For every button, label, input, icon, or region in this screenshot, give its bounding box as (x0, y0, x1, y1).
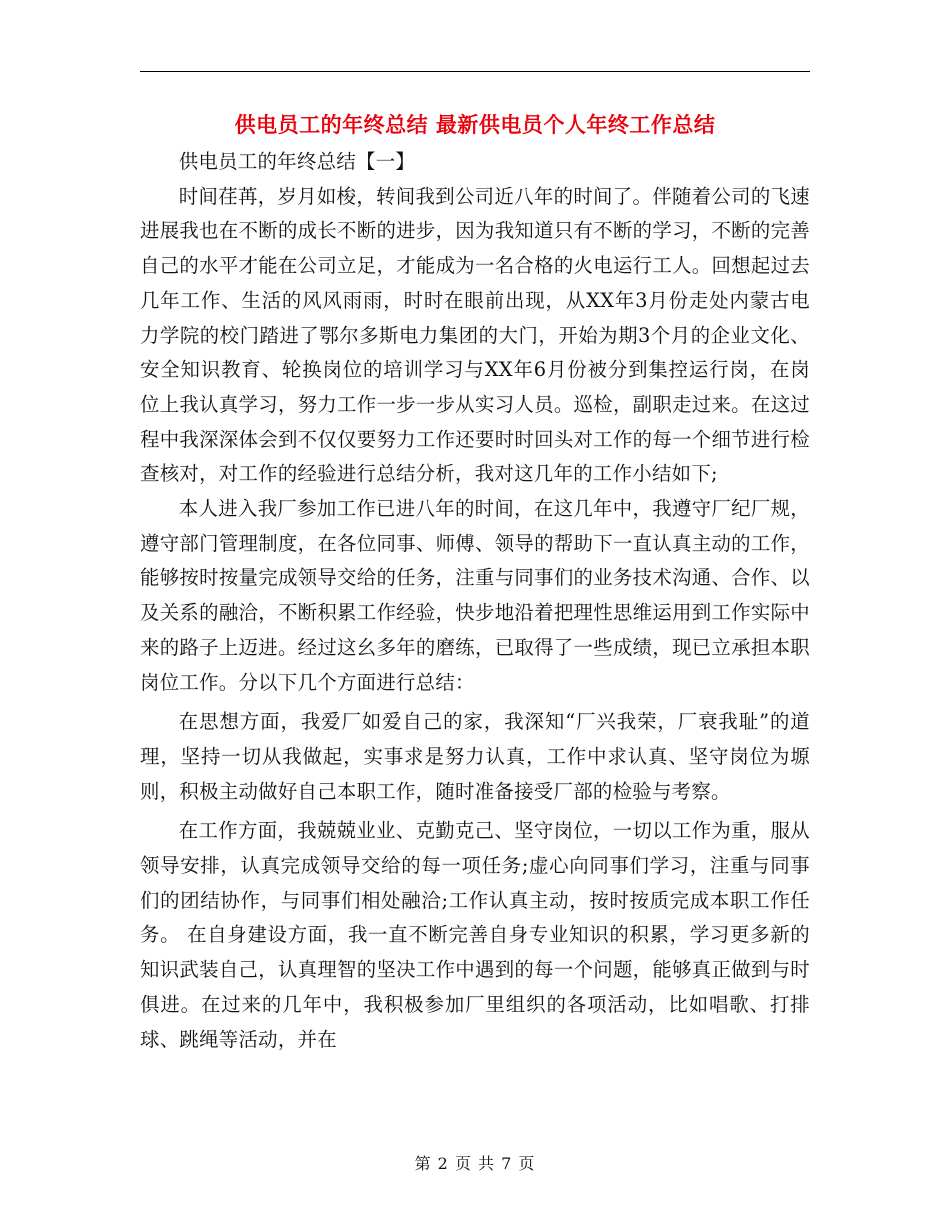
header-rule (140, 71, 810, 72)
paragraph-thought: 在思想方面，我爱厂如爱自己的家，我深知“厂兴我荣，厂衰我耻”的道理，坚持一切从我做起，实事求是努力认真，工作中求认真、坚守岗位为塬则，积极主动做好自己本职工作，随时准备接受厂部的检验与考察。 (140, 710, 810, 803)
paragraph-intro: 时间荏苒，岁月如梭，转间我到公司近八年的时间了。伴随着公司的飞速进展我也在不断的成长不断的进步，因为我知道只有不断的学习，不断的完善自己的水平才能在公司立足，才能成为一名合格的火电运行工人。回想起过去几年工作、生活的风风雨雨，时时在眼前出现，从XX年3月份走处内蒙古电力学院的校门踏进了鄂尔多斯电力集团的大门，开始为期3个月的企业文化、安全知识教育、轮换岗位的培训学习与XX年6月份被分到集控运行岗，在岗位上我认真学习，努力工作一步一步从实习人员。巡检，副职走过来。在这过程中我深深体会到不仅仅要努力工作还要时时回头对工作的每一个细节进行检查核对，对工作的经验进行总结分析，我对这几年的工作小结如下; (140, 184, 810, 486)
paragraph-work: 在工作方面，我兢兢业业、克勤克己、坚守岗位，一切以工作为重，服从领导安排，认真完成领导交给的每一项任务;虚心向同事们学习，注重与同事们的团结协作，与同事们相处融洽;工作认真主动，按时按质完成本职工作任务。 在自身建设方面，我一直不断完善自身专业知识的积累，学习更多新的知识武装自己，认真理智的坚决工作中遇到的每一个问题，能够真正做到与时俱进。在过来的几年中，我积极参加厂里组织的各项活动，比如唱歌、打排球、跳绳等活动，并在 (140, 819, 810, 1051)
document-title: 供电员工的年终总结 最新供电员个人年终工作总结 (234, 113, 716, 137)
document-body (140, 145, 810, 1057)
paragraph-overview: 本人进入我厂参加工作已进八年的时间，在这几年中，我遵守厂纪厂规，遵守部门管理制度，在各位同事、师傅、领导的帮助下一直认真主动的工作，能够按时按量完成领导交给的任务，注重与同事们的业务技术沟通、合作、以及关系的融洽，不断积累工作经验，快步地沿着把理性思维运用到工作实际中来的路子上迈进。经过这幺多年的磨练，已取得了一些成绩，现已立承担本职岗位工作。分以下几个方面进行总结： (140, 497, 810, 694)
section-heading: 供电员工的年终总结【一】 (178, 150, 416, 173)
page-number: 第 2 页 共 7 页 (414, 1154, 536, 1173)
